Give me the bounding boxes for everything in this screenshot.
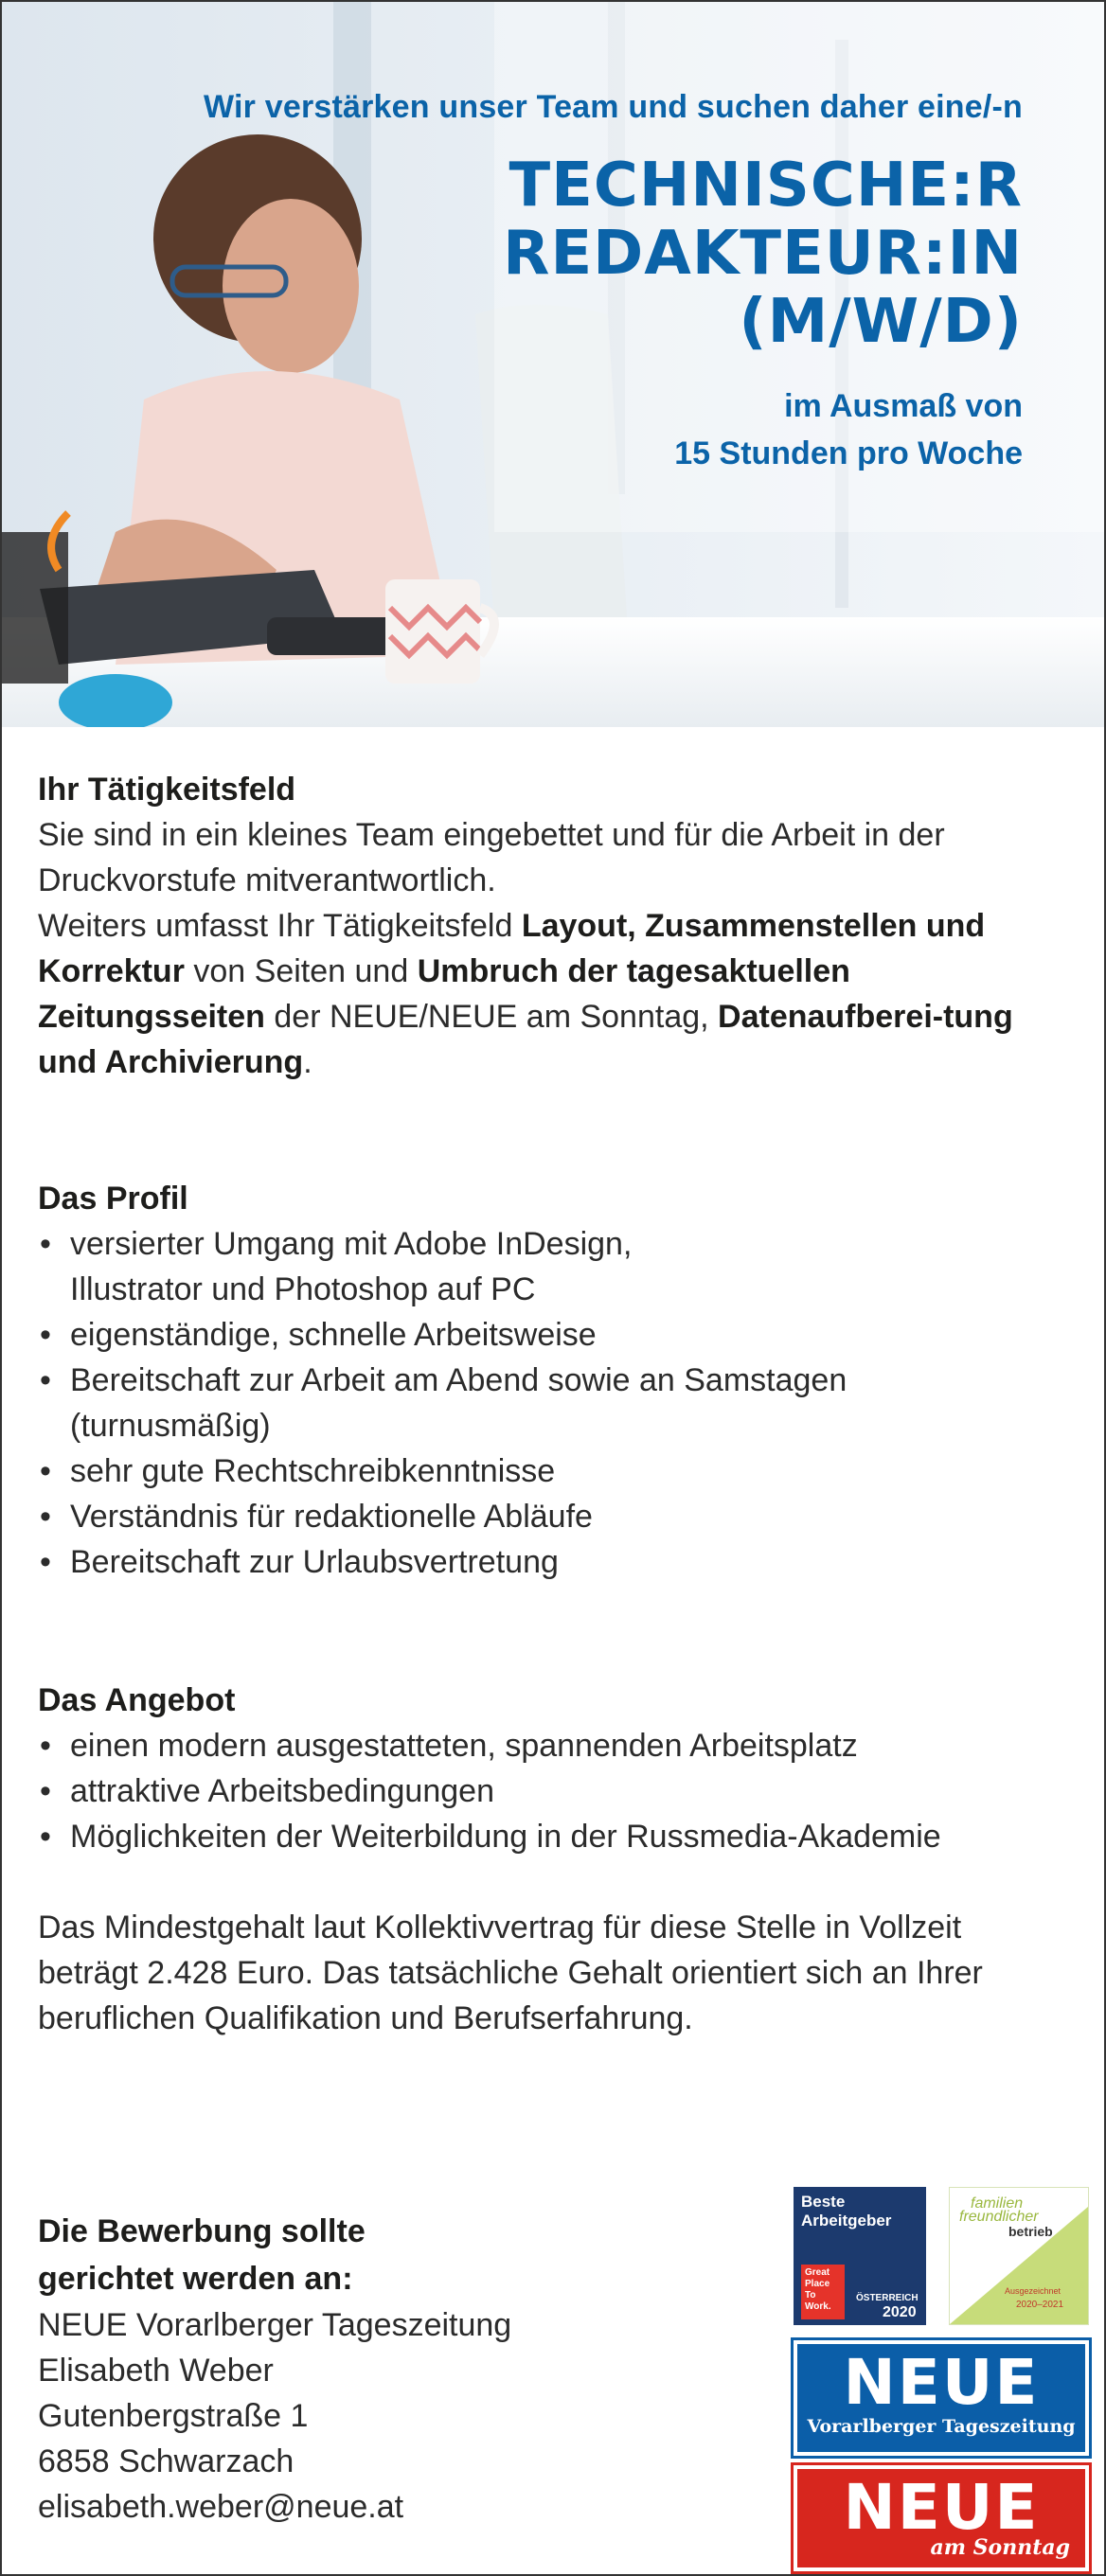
job-title-line: REDAKTEUR:IN	[503, 219, 1023, 289]
gptw-logo: Great Place To Work.	[801, 2265, 845, 2319]
list-item: • Bereitschaft zur Arbeit am Abend sowie an Samstagen (turnusmäßig)	[38, 1358, 1013, 1448]
text-run: der NEUE/NEUE am Sonntag,	[264, 999, 719, 1035]
badge-small-text: Ausgezeichnet	[1005, 2286, 1061, 2296]
familienfreundlicher-betrieb-badge	[949, 2187, 1089, 2325]
logo-wordmark: NEUE	[843, 2471, 1040, 2544]
list-item: • Bereitschaft zur Urlaubsvertretung	[38, 1539, 1079, 1585]
list-item: • eigenständige, schnelle Arbeitsweise	[38, 1312, 1079, 1358]
text-run: .	[303, 1044, 312, 1080]
list-item: • attraktive Arbeitsbedingungen	[38, 1768, 1079, 1814]
address-street: Gutenbergstraße 1	[38, 2398, 309, 2434]
paragraph: Sie sind in ein kleines Team eingebettet und für die Arbeit in der Druckvorstufe mitverantwortlich.	[38, 817, 945, 898]
contact-email-link[interactable]: elisabeth.weber@neue.at	[38, 2489, 404, 2525]
neue-am-sonntag-logo	[794, 2465, 1089, 2571]
logo-subline: am Sonntag	[930, 2535, 1070, 2560]
badge-years: 2020–2021	[1016, 2300, 1064, 2310]
application-heading-line: Die Bewerbung sollte	[38, 2213, 366, 2249]
badge-title-line: Beste	[801, 2193, 846, 2211]
section-heading: Das Angebot	[38, 1682, 236, 1718]
text-run: von Seiten und	[184, 953, 418, 989]
job-title-line: (M/W/D)	[739, 287, 1023, 357]
job-title-line: TECHNISCHE:R	[508, 151, 1023, 221]
bold-run: Datenaufberei-tung und Archivierung	[38, 999, 1013, 1080]
paragraph-responsibilities	[38, 903, 1079, 1085]
badge-word: freundlicher	[959, 2209, 1039, 2225]
badge-country: ÖSTERREICH	[856, 2293, 919, 2303]
text-run: Weiters umfasst Ihr Tätigkeitsfeld	[38, 908, 522, 944]
section-angebot	[38, 1678, 1079, 1859]
working-hours	[674, 382, 1023, 477]
job-title	[503, 151, 1023, 356]
badge-title	[801, 2193, 891, 2230]
neue-vorarlberger-tageszeitung-logo	[794, 2340, 1089, 2456]
badge-word: familien	[971, 2195, 1024, 2212]
beste-arbeitgeber-badge	[794, 2187, 926, 2325]
salary-paragraph	[38, 1905, 1079, 2041]
badge-title-line: Arbeitgeber	[801, 2212, 892, 2230]
section-profil	[38, 1176, 1079, 1585]
list-item: • sehr gute Rechtschreibkenntnisse	[38, 1448, 1079, 1494]
profile-list	[38, 1221, 1079, 1585]
logo-subline: Vorarlberger Tageszeitung	[807, 2416, 1076, 2437]
address-contact-person: Elisabeth Weber	[38, 2353, 274, 2389]
address-company: NEUE Vorarlberger Tageszeitung	[38, 2307, 512, 2343]
hero-intro-text: Wir verstärken unser Team und suchen daher eine/-n	[204, 89, 1023, 125]
badge-year: 2020	[883, 2304, 917, 2320]
bold-run: Umbruch der tagesaktuellen Zeitungsseiten	[38, 953, 850, 1035]
working-hours-line: im Ausmaß von	[784, 388, 1023, 424]
working-hours-line: 15 Stunden pro Woche	[674, 435, 1023, 471]
section-taetigkeitsfeld	[38, 767, 1079, 1085]
hero-banner	[2, 2, 1104, 727]
address-city: 6858 Schwarzach	[38, 2443, 294, 2479]
offer-list	[38, 1723, 1079, 1859]
badge-word: betrieb	[1008, 2224, 1053, 2239]
section-heading: Das Profil	[38, 1181, 188, 1217]
section-heading: Ihr Tätigkeitsfeld	[38, 772, 296, 808]
list-item: • Möglichkeiten der Weiterbildung in der Russmedia-Akademie	[38, 1814, 1079, 1859]
list-item: • einen modern ausgestatteten, spannenden Arbeitsplatz	[38, 1723, 1079, 1768]
application-heading-line: gerichtet werden an:	[38, 2261, 353, 2297]
list-item: • Verständnis für redaktionelle Abläufe	[38, 1494, 1079, 1539]
logo-wordmark: NEUE	[843, 2346, 1040, 2419]
salary-text: Das Mindestgehalt laut Kollektivvertrag für diese Stelle in Vollzeit beträgt 2.428 Euro. Das tatsächliche Gehalt orientiert sich an Ihrer beruflichen Qualifikation und Berufserfahrung.	[38, 1910, 983, 2036]
bold-run: Layout, Zusammenstellen und Korrektur	[38, 908, 986, 989]
application-contact	[38, 2208, 701, 2530]
list-item: • versierter Umgang mit Adobe InDesign, Illustrator und Photoshop auf PC	[38, 1221, 758, 1312]
